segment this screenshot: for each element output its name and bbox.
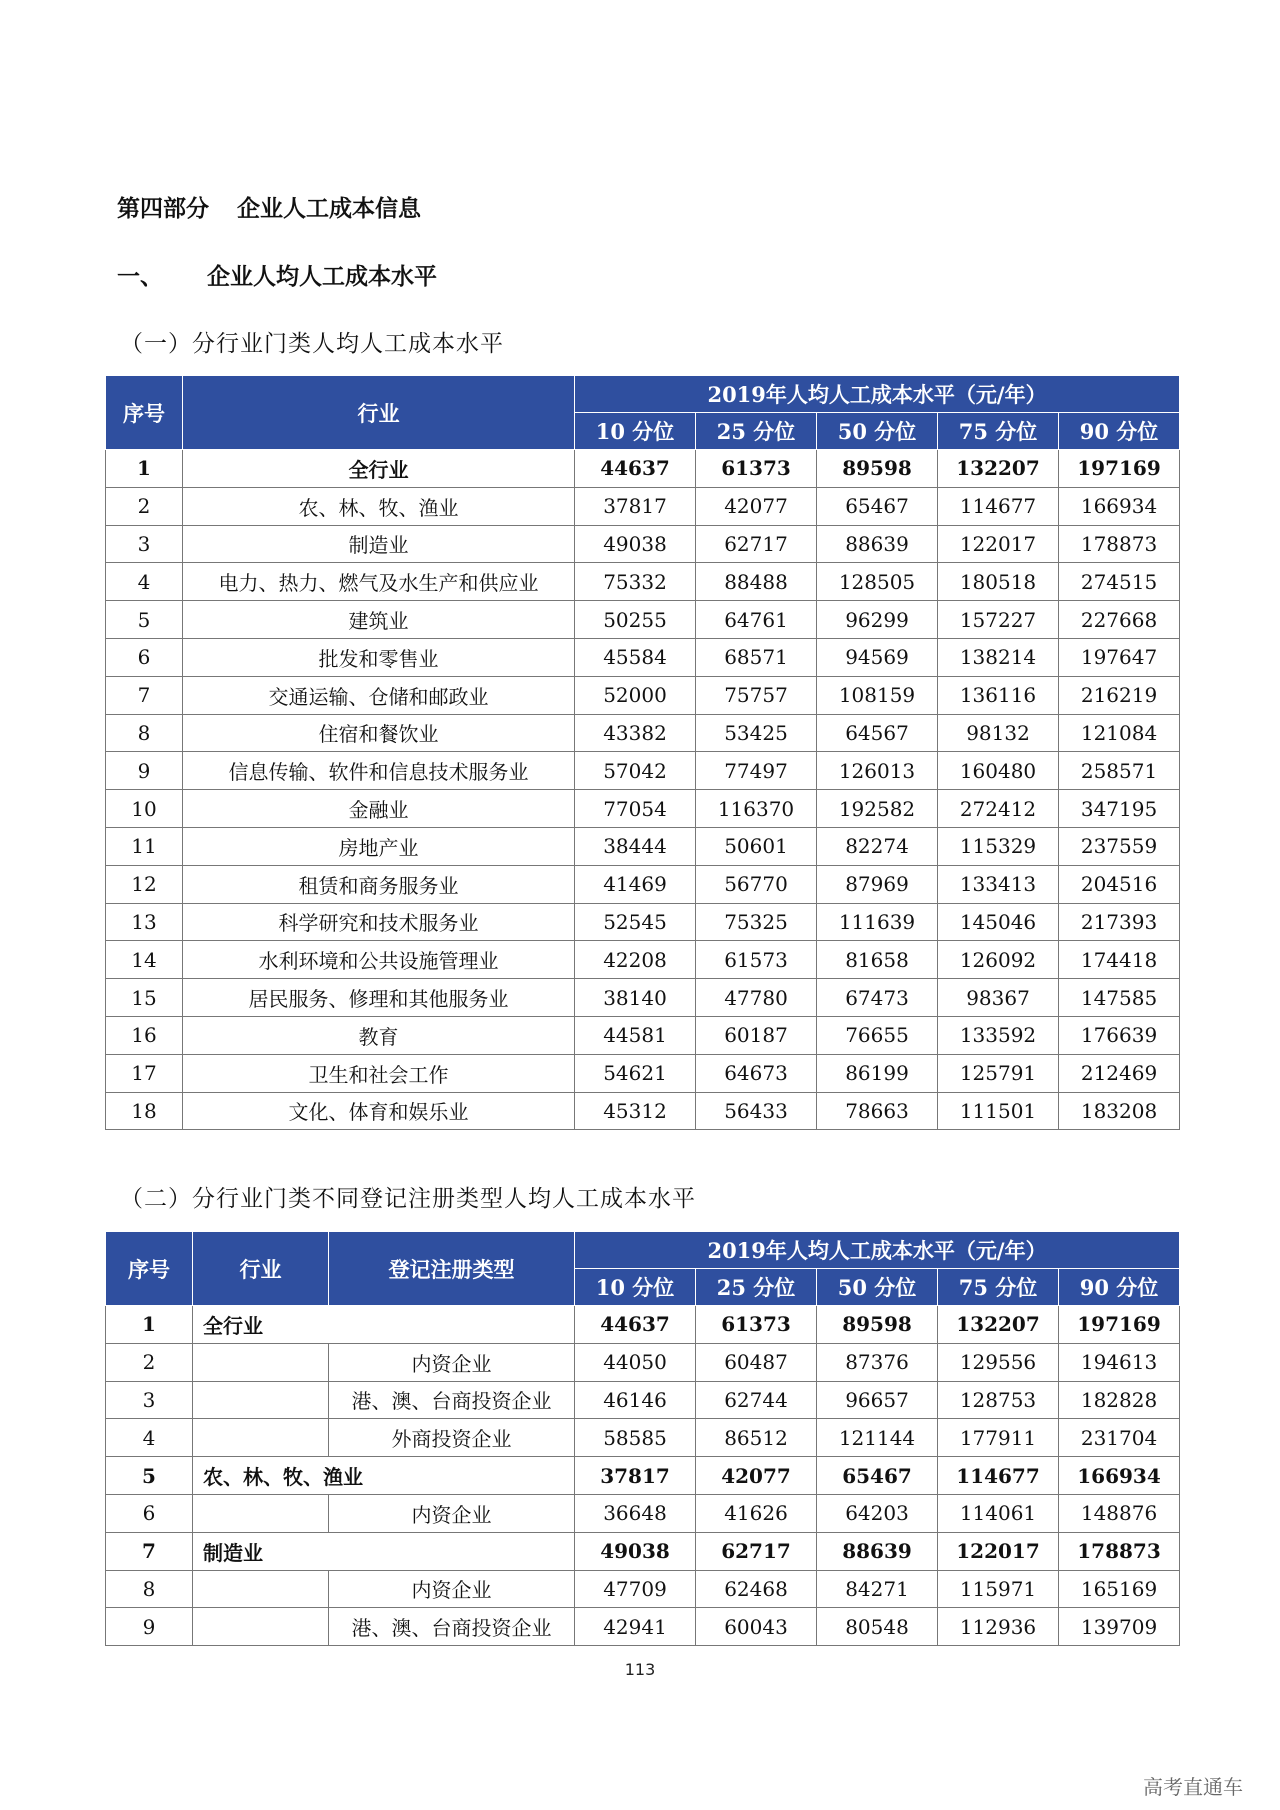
row-p75: 114677 [938,1457,1059,1495]
row-p25: 41626 [696,1494,817,1532]
row-p90: 147585 [1059,979,1180,1017]
row-p25: 77497 [696,752,817,790]
row-p10: 45584 [575,638,696,676]
header-p25: 25 分位 [696,1269,817,1306]
row-p75: 115971 [938,1570,1059,1608]
row-seq: 12 [106,865,183,903]
row-p50: 94569 [817,638,938,676]
table-row [106,1457,1180,1495]
row-p25: 116370 [696,790,817,828]
row-industry: 全行业 [183,450,575,488]
row-reg-type: 内资企业 [329,1570,575,1608]
row-p50: 88639 [817,525,938,563]
row-seq: 14 [106,941,183,979]
row-p75: 98367 [938,979,1059,1017]
row-p10: 44637 [575,1306,696,1344]
row-p50: 89598 [817,1306,938,1344]
table-row [106,979,1180,1017]
row-p75: 177911 [938,1419,1059,1457]
row-p10: 52545 [575,903,696,941]
table-row [106,1570,1180,1608]
row-p75: 132207 [938,1306,1059,1344]
row-seq: 16 [106,1016,183,1054]
row-seq: 9 [106,1608,193,1646]
row-p75: 132207 [938,450,1059,488]
row-p90: 165169 [1059,1570,1180,1608]
row-industry: 交通运输、仓储和邮政业 [183,676,575,714]
row-p75: 115329 [938,827,1059,865]
row-p50: 64203 [817,1494,938,1532]
row-p10: 47709 [575,1570,696,1608]
table-row [106,903,1180,941]
row-industry: 信息传输、软件和信息技术服务业 [183,752,575,790]
row-p75: 133413 [938,865,1059,903]
table-row [106,1016,1180,1054]
row-industry: 卫生和社会工作 [183,1054,575,1092]
industry-cost-table [105,375,1180,1130]
row-industry: 电力、热力、燃气及水生产和供应业 [183,563,575,601]
page-number: 113 [624,1660,656,1679]
row-industry: 房地产业 [183,827,575,865]
row-reg-type: 内资企业 [329,1343,575,1381]
header-p10: 10 分位 [575,413,696,450]
row-seq: 1 [106,1306,193,1344]
row-industry: 租赁和商务服务业 [183,865,575,903]
row-seq: 6 [106,1494,193,1532]
row-p90: 183208 [1059,1092,1180,1130]
row-p25: 42077 [696,1457,817,1495]
row-p10: 49038 [575,1532,696,1570]
row-p25: 75757 [696,676,817,714]
table2-title: （二）分行业门类不同登记注册类型人均人工成本水平 [120,1186,696,1212]
row-seq: 17 [106,1054,183,1092]
row-industry: 制造业 [183,525,575,563]
row-p50: 192582 [817,790,938,828]
row-industry [193,1494,329,1532]
header-industry: 行业 [193,1232,329,1306]
row-p90: 166934 [1059,487,1180,525]
row-p90: 139709 [1059,1608,1180,1646]
table-row [106,1306,1180,1344]
row-seq: 11 [106,827,183,865]
table-row [106,1494,1180,1532]
table-row [106,563,1180,601]
row-p10: 44637 [575,450,696,488]
row-p50: 96299 [817,601,938,639]
row-p90: 258571 [1059,752,1180,790]
row-p90: 204516 [1059,865,1180,903]
row-p25: 42077 [696,487,817,525]
row-p50: 87969 [817,865,938,903]
row-p10: 75332 [575,563,696,601]
row-p10: 36648 [575,1494,696,1532]
row-p75: 145046 [938,903,1059,941]
row-p25: 61573 [696,941,817,979]
row-p25: 50601 [696,827,817,865]
row-seq: 4 [106,1419,193,1457]
row-seq: 4 [106,563,183,601]
table-row [106,752,1180,790]
row-p10: 46146 [575,1381,696,1419]
table-row [106,1343,1180,1381]
row-p75: 112936 [938,1608,1059,1646]
row-p25: 62717 [696,1532,817,1570]
row-industry [193,1570,329,1608]
row-p25: 62468 [696,1570,817,1608]
header-p90: 90 分位 [1059,1269,1180,1306]
row-industry: 批发和零售业 [183,638,575,676]
row-seq: 3 [106,1381,193,1419]
table-row [106,865,1180,903]
row-p10: 43382 [575,714,696,752]
row-industry: 农、林、牧、渔业 [193,1457,575,1495]
row-industry: 全行业 [193,1306,575,1344]
row-p50: 96657 [817,1381,938,1419]
part-text: 企业人工成本信息 [237,196,421,222]
table-row [106,450,1180,488]
row-p75: 180518 [938,563,1059,601]
row-p75: 125791 [938,1054,1059,1092]
row-p25: 60043 [696,1608,817,1646]
row-seq: 6 [106,638,183,676]
row-p25: 60487 [696,1343,817,1381]
row-industry: 居民服务、修理和其他服务业 [183,979,575,1017]
table-row [106,1419,1180,1457]
row-p50: 84271 [817,1570,938,1608]
row-p75: 122017 [938,525,1059,563]
row-p75: 114677 [938,487,1059,525]
row-p75: 126092 [938,941,1059,979]
row-industry [193,1381,329,1419]
row-p50: 65467 [817,1457,938,1495]
section-title [117,258,437,291]
row-p90: 197647 [1059,638,1180,676]
table-row [106,525,1180,563]
row-industry: 建筑业 [183,601,575,639]
row-p10: 57042 [575,752,696,790]
row-p50: 87376 [817,1343,938,1381]
row-p90: 148876 [1059,1494,1180,1532]
row-p75: 122017 [938,1532,1059,1570]
watermark: 高考直通车 [1143,1775,1243,1799]
row-p10: 52000 [575,676,696,714]
header-p75: 75 分位 [938,1269,1059,1306]
row-industry: 金融业 [183,790,575,828]
row-p50: 88639 [817,1532,938,1570]
row-p75: 136116 [938,676,1059,714]
header-seq: 序号 [106,376,183,450]
header-reg-type: 登记注册类型 [329,1232,575,1306]
row-p50: 126013 [817,752,938,790]
row-p10: 49038 [575,525,696,563]
row-p50: 78663 [817,1092,938,1130]
row-p50: 67473 [817,979,938,1017]
row-p90: 212469 [1059,1054,1180,1092]
row-p90: 231704 [1059,1419,1180,1457]
header-group: 2019年人均人工成本水平（元/年） [575,1232,1180,1269]
row-reg-type: 港、澳、台商投资企业 [329,1381,575,1419]
row-seq: 8 [106,714,183,752]
row-p10: 42941 [575,1608,696,1646]
table-row [106,638,1180,676]
row-p50: 81658 [817,941,938,979]
table-row [106,1608,1180,1646]
row-seq: 1 [106,450,183,488]
row-p50: 128505 [817,563,938,601]
row-p10: 41469 [575,865,696,903]
row-p10: 45312 [575,1092,696,1130]
row-p75: 129556 [938,1343,1059,1381]
header-p50: 50 分位 [817,1269,938,1306]
table-row [106,676,1180,714]
row-industry: 水利环境和公共设施管理业 [183,941,575,979]
registration-type-cost-table [105,1231,1180,1646]
table-row [106,1054,1180,1092]
row-seq: 7 [106,676,183,714]
row-seq: 2 [106,487,183,525]
row-p10: 44581 [575,1016,696,1054]
row-p90: 178873 [1059,1532,1180,1570]
row-p50: 108159 [817,676,938,714]
row-p50: 76655 [817,1016,938,1054]
row-p90: 121084 [1059,714,1180,752]
table-row [106,601,1180,639]
row-p25: 64761 [696,601,817,639]
row-p25: 60187 [696,1016,817,1054]
row-p90: 237559 [1059,827,1180,865]
header-p50: 50 分位 [817,413,938,450]
row-seq: 5 [106,1457,193,1495]
row-p10: 38444 [575,827,696,865]
row-p50: 86199 [817,1054,938,1092]
row-p90: 227668 [1059,601,1180,639]
row-p25: 68571 [696,638,817,676]
row-industry [193,1343,329,1381]
row-p25: 61373 [696,450,817,488]
row-p50: 80548 [817,1608,938,1646]
part-title [117,190,421,223]
row-seq: 3 [106,525,183,563]
row-p90: 216219 [1059,676,1180,714]
row-seq: 18 [106,1092,183,1130]
row-reg-type: 港、澳、台商投资企业 [329,1608,575,1646]
table-row [106,1532,1180,1570]
row-seq: 7 [106,1532,193,1570]
row-p50: 89598 [817,450,938,488]
table-row [106,714,1180,752]
row-reg-type: 内资企业 [329,1494,575,1532]
header-p90: 90 分位 [1059,413,1180,450]
header-p10: 10 分位 [575,1269,696,1306]
row-p10: 58585 [575,1419,696,1457]
row-p50: 111639 [817,903,938,941]
row-p75: 157227 [938,601,1059,639]
row-seq: 2 [106,1343,193,1381]
part-label: 第四部分 [117,196,209,222]
row-p10: 37817 [575,1457,696,1495]
row-p90: 217393 [1059,903,1180,941]
row-p90: 174418 [1059,941,1180,979]
table-row [106,790,1180,828]
row-p25: 56433 [696,1092,817,1130]
row-p75: 114061 [938,1494,1059,1532]
row-p10: 42208 [575,941,696,979]
table-row [106,1092,1180,1130]
table1-title: （一）分行业门类人均人工成本水平 [120,331,504,357]
row-industry: 住宿和餐饮业 [183,714,575,752]
row-industry: 农、林、牧、渔业 [183,487,575,525]
section-text: 企业人均人工成本水平 [207,264,437,290]
header-group: 2019年人均人工成本水平（元/年） [575,376,1180,413]
row-p50: 121144 [817,1419,938,1457]
row-p25: 62717 [696,525,817,563]
row-p75: 272412 [938,790,1059,828]
row-industry [193,1608,329,1646]
section-number: 一、 [117,264,163,290]
header-seq: 序号 [106,1232,193,1306]
row-p75: 128753 [938,1381,1059,1419]
table-row [106,941,1180,979]
row-p50: 82274 [817,827,938,865]
row-seq: 15 [106,979,183,1017]
row-p10: 50255 [575,601,696,639]
row-p75: 138214 [938,638,1059,676]
row-industry: 科学研究和技术服务业 [183,903,575,941]
row-seq: 5 [106,601,183,639]
row-p10: 38140 [575,979,696,1017]
row-seq: 13 [106,903,183,941]
row-p90: 166934 [1059,1457,1180,1495]
row-p10: 54621 [575,1054,696,1092]
row-p25: 75325 [696,903,817,941]
row-industry: 教育 [183,1016,575,1054]
row-p10: 37817 [575,487,696,525]
row-reg-type: 外商投资企业 [329,1419,575,1457]
row-p90: 197169 [1059,1306,1180,1344]
row-industry: 文化、体育和娱乐业 [183,1092,575,1130]
row-p25: 86512 [696,1419,817,1457]
row-p50: 65467 [817,487,938,525]
row-p10: 77054 [575,790,696,828]
row-p25: 62744 [696,1381,817,1419]
row-p25: 53425 [696,714,817,752]
row-industry: 制造业 [193,1532,575,1570]
row-p75: 98132 [938,714,1059,752]
table-row [106,1381,1180,1419]
row-p75: 160480 [938,752,1059,790]
row-p90: 182828 [1059,1381,1180,1419]
row-p90: 178873 [1059,525,1180,563]
header-p75: 75 分位 [938,413,1059,450]
header-industry: 行业 [183,376,575,450]
row-p25: 56770 [696,865,817,903]
row-seq: 10 [106,790,183,828]
row-p25: 64673 [696,1054,817,1092]
row-p90: 197169 [1059,450,1180,488]
row-p75: 133592 [938,1016,1059,1054]
row-p75: 111501 [938,1092,1059,1130]
row-p50: 64567 [817,714,938,752]
row-industry [193,1419,329,1457]
row-p10: 44050 [575,1343,696,1381]
table-row [106,487,1180,525]
row-p25: 47780 [696,979,817,1017]
row-p90: 347195 [1059,790,1180,828]
table-row [106,827,1180,865]
header-p25: 25 分位 [696,413,817,450]
row-p25: 61373 [696,1306,817,1344]
row-seq: 8 [106,1570,193,1608]
row-p90: 274515 [1059,563,1180,601]
row-p25: 88488 [696,563,817,601]
row-p90: 194613 [1059,1343,1180,1381]
row-seq: 9 [106,752,183,790]
row-p90: 176639 [1059,1016,1180,1054]
